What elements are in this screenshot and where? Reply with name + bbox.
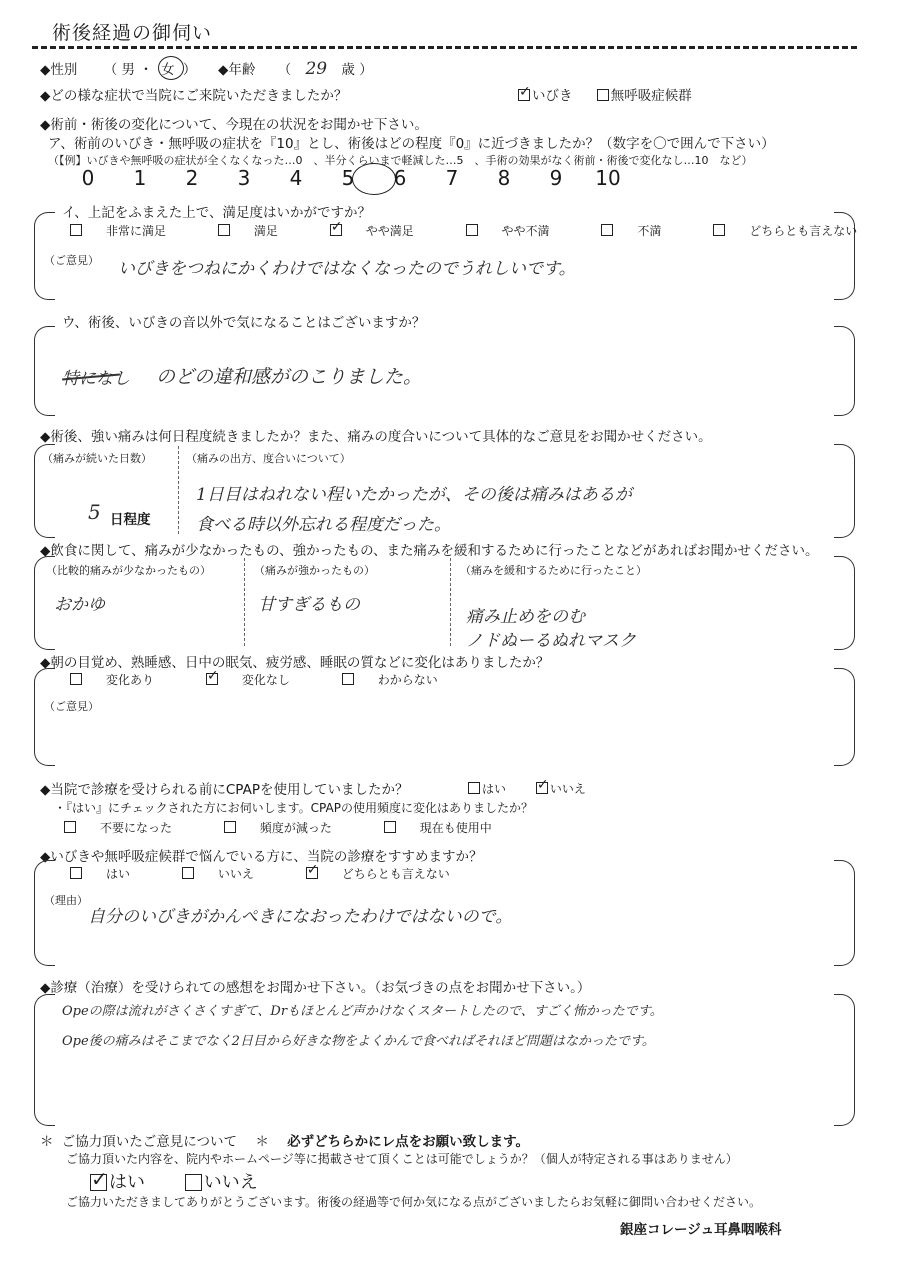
pain-days-value[interactable]: 5 (88, 500, 101, 524)
other-struck-text: 特になし (62, 369, 130, 389)
option-apnea: 無呼吸症候群 (610, 88, 692, 104)
cpap-sub-options (64, 819, 540, 836)
option-still-using: 現在も使用中 (419, 821, 492, 835)
asterisk: ＊ (40, 1134, 54, 1150)
pain-detail-line1[interactable]: 1日目はねれない程いたかったが、その後は痛みはあるが (196, 485, 632, 505)
checkbox-recommend-yes[interactable] (70, 867, 82, 879)
selection-circle (158, 56, 184, 80)
option-publish-yes: はい (109, 1172, 145, 1193)
food-relief-line1[interactable]: 痛み止めをのむ (466, 607, 585, 627)
checkbox-snoring[interactable] (518, 89, 530, 101)
pain-detail-line2[interactable]: 食べる時以外忘れる程度だった。 (196, 515, 451, 535)
option-somewhat-unsatisfied: やや不満 (501, 224, 550, 238)
food-more-label: （痛みが強かったもの） (254, 564, 375, 577)
recommend-question: ◆いびきや無呼吸症候群で悩んでいる方に、当院の診療をすすめますか？ (40, 849, 483, 865)
option-neither: どちらとも言えない (749, 224, 858, 238)
checkbox-satisfied[interactable] (218, 224, 230, 236)
gender-male[interactable]: 男 (121, 62, 135, 78)
clinic-name: 銀座コレージュ耳鼻咽喉科 (620, 1222, 782, 1238)
consent-title: ご協力頂いたご意見について (61, 1134, 238, 1150)
checkbox-unchanged[interactable] (206, 673, 218, 685)
checkbox-somewhat-satisfied[interactable] (330, 224, 342, 236)
option-publish-no: いいえ (203, 1172, 258, 1193)
bracket-right (834, 556, 855, 650)
other-answer[interactable]: のどの違和感がのこりました。 (156, 366, 423, 388)
severity-scale (62, 166, 634, 190)
asterisk: ＊ (255, 1134, 269, 1150)
checkbox-unsatisfied[interactable] (601, 224, 613, 236)
bracket-left (34, 860, 55, 966)
bracket-left (34, 994, 55, 1126)
scale-10[interactable]: 10 (595, 166, 621, 190)
food-question: ◆飲食に関して、痛みが少なかったもの、強かったもの、また痛みを緩和するために行ったことなどがあればお聞かせください。 (40, 543, 819, 559)
checkbox-no-longer-needed[interactable] (64, 821, 76, 833)
publish-question: ご協力頂いた内容を、院内やホームページ等に掲載させて頂くことは可能でしょうか？（個人が特定される事はありません） (66, 1152, 738, 1166)
food-more-value[interactable]: 甘すぎるもの (258, 595, 360, 615)
change-heading: ◆術前・術後の変化について、今現在の状況をお聞かせ下さい。 (40, 117, 428, 133)
checkbox-cpap-no[interactable] (536, 782, 548, 794)
age-value[interactable]: 29 (305, 59, 328, 79)
impression-question: ◆診療（治療）を受けられての感想をお聞かせ下さい。（お気づきの点をお聞かせ下さい。） (40, 980, 591, 996)
bracket-left (34, 668, 55, 766)
column-divider (244, 558, 245, 646)
cpap-question: ◆当院で診療を受けられる前にCPAPを使用していましたか？ (40, 782, 409, 798)
page-title: 術後経過の御伺い (52, 22, 213, 44)
checkbox-cpap-yes[interactable] (468, 782, 480, 794)
other-question: ウ、術後、いびきの音以外で気になることはございますか？ (62, 315, 426, 331)
sleep-options (70, 671, 486, 688)
bracket-right (834, 668, 855, 766)
consent-instruction: 必ずどちらかにレ点をお願い致します。 (287, 1134, 530, 1150)
satisfaction-opinion-label: （ご意見） (44, 254, 99, 267)
column-divider (178, 446, 179, 534)
recommend-reason-label: （理由） (44, 894, 88, 907)
sleep-question: ◆朝の目覚め、熟睡感、日中の眠気、疲労感、睡眠の質などに変化はありましたか？ (40, 655, 550, 671)
recommend-reason[interactable]: 自分のいびきがかんぺきになおったわけではないので。 (88, 907, 513, 927)
scale-9[interactable]: 9 (549, 166, 563, 190)
pain-days-unit: 日程度 (110, 512, 151, 528)
satisfaction-question: イ、上記をふまえた上で、満足度はいかがですか？ (62, 205, 372, 221)
publish-options (90, 1168, 258, 1194)
pain-question: ◆術後、強い痛みは何日程度続きましたか？また、痛みの度合いについて具体的なご意見をお聞かせください。 (40, 429, 712, 445)
satisfaction-options (70, 222, 900, 239)
option-cpap-no: いいえ (549, 782, 586, 796)
column-divider (450, 558, 451, 646)
scale-4[interactable]: 4 (289, 166, 303, 190)
age-unit: 歳 (341, 62, 355, 78)
food-relief-line2[interactable]: ノドぬーるぬれマスク (466, 631, 636, 651)
satisfaction-opinion[interactable]: いびきをつねにかくわけではなくなったのでうれしいです。 (118, 259, 576, 279)
option-no-longer-needed: 不要になった (100, 821, 173, 835)
checkbox-publish-no[interactable] (185, 1174, 202, 1191)
pain-days-label: （痛みが続いた日数） (42, 452, 152, 465)
checkbox-somewhat-unsatisfied[interactable] (466, 224, 478, 236)
consent-header (40, 1130, 529, 1150)
option-recommend-neither: どちらとも言えない (341, 867, 450, 881)
option-satisfied: 満足 (253, 224, 278, 238)
title-divider (32, 46, 857, 49)
gender-label: ◆性別 (40, 62, 78, 78)
option-unsatisfied: 不満 (637, 224, 662, 238)
scale-0[interactable]: 0 (81, 166, 95, 190)
option-recommend-no: いいえ (217, 867, 254, 881)
cpap-options (468, 780, 586, 797)
bracket-left (34, 326, 55, 416)
checkbox-neither[interactable] (713, 224, 725, 236)
cpap-sub-question: ・『はい』にチェックされた方にお伺いします。CPAPの使用頻度に変化はありましたか？ (54, 801, 533, 815)
bracket-right (834, 326, 855, 416)
food-less-value[interactable]: おかゆ (54, 595, 105, 615)
change-example: （【例】いびきや無呼吸の症状が全くなくなった…0 、半分くらいまで軽減した…5 、手術の効果がなく術前・術後で変化なし…10 など） (48, 154, 753, 167)
option-less-frequent: 頻度が減った (259, 821, 332, 835)
bracket-right (834, 860, 855, 966)
age-label: ◆年齢 (218, 62, 256, 78)
recommend-options (70, 865, 498, 882)
scale-7[interactable]: 7 (445, 166, 459, 190)
checkbox-unknown[interactable] (342, 673, 354, 685)
checkbox-apnea[interactable] (597, 89, 609, 101)
impression-line1[interactable]: Opeの際は流れがさくさくすぎて、Drもほとんど声かけなくスタートしたので、すごく怖かったです。 (62, 1004, 663, 1019)
checkbox-changed[interactable] (70, 673, 82, 685)
gender-row: ◆性別 （ 男 ・ 女 ） (40, 62, 197, 78)
option-recommend-yes: はい (106, 867, 131, 881)
pain-detail-label: （痛みの出方、度合いについて） (186, 452, 351, 465)
scale-1[interactable]: 1 (133, 166, 147, 190)
scale-6[interactable]: 6 (393, 166, 407, 190)
symptom-question: ◆どの様な症状で当院にご来院いただきましたか？ (40, 88, 348, 104)
scale-selection-circle (352, 163, 396, 195)
checkbox-recommend-no[interactable] (182, 867, 194, 879)
gender-female[interactable]: 女 (161, 62, 175, 78)
option-snoring: いびき (532, 88, 573, 104)
checkbox-recommend-neither[interactable] (306, 867, 318, 879)
bracket-right (834, 444, 855, 538)
change-question: ア、術前のいびき・無呼吸の症状を『10』とし、術後はどの程度『0』に近づきましたか？（数字を〇で囲んで下さい） (48, 136, 775, 152)
option-changed: 変化あり (106, 673, 155, 687)
checkbox-still-using[interactable] (384, 821, 396, 833)
symptom-options (518, 84, 692, 104)
checkbox-very-satisfied[interactable] (70, 224, 82, 236)
scale-3[interactable]: 3 (237, 166, 251, 190)
scale-5[interactable]: 5 (341, 166, 355, 190)
checkbox-less-frequent[interactable] (224, 821, 236, 833)
option-unchanged: 変化なし (241, 673, 290, 687)
scale-2[interactable]: 2 (185, 166, 199, 190)
food-relief-label: （痛みを緩和するために行ったこと） (460, 564, 647, 577)
option-somewhat-satisfied: やや満足 (365, 224, 414, 238)
impression-line2[interactable]: Ope後の痛みはそこまでなく2日目から好きな物をよくかんで食べればそれほど問題はなかったです。 (62, 1034, 655, 1049)
age-row: ◆年齢 （ 29 歳 ） (218, 59, 373, 79)
thanks-message: ご協力いただきましてありがとうございます。術後の経過等で何か気になる点がございましたらお気軽に御問い合わせください。 (66, 1195, 762, 1209)
option-unknown: わからない (377, 673, 438, 687)
option-cpap-yes: はい (482, 782, 507, 796)
food-less-label: （比較的痛みが少なかったもの） (46, 564, 211, 577)
checkbox-publish-yes[interactable] (90, 1174, 107, 1191)
sleep-opinion-label: （ご意見） (44, 700, 99, 713)
bracket-right (834, 994, 855, 1126)
option-very-satisfied: 非常に満足 (106, 224, 167, 238)
scale-8[interactable]: 8 (497, 166, 511, 190)
